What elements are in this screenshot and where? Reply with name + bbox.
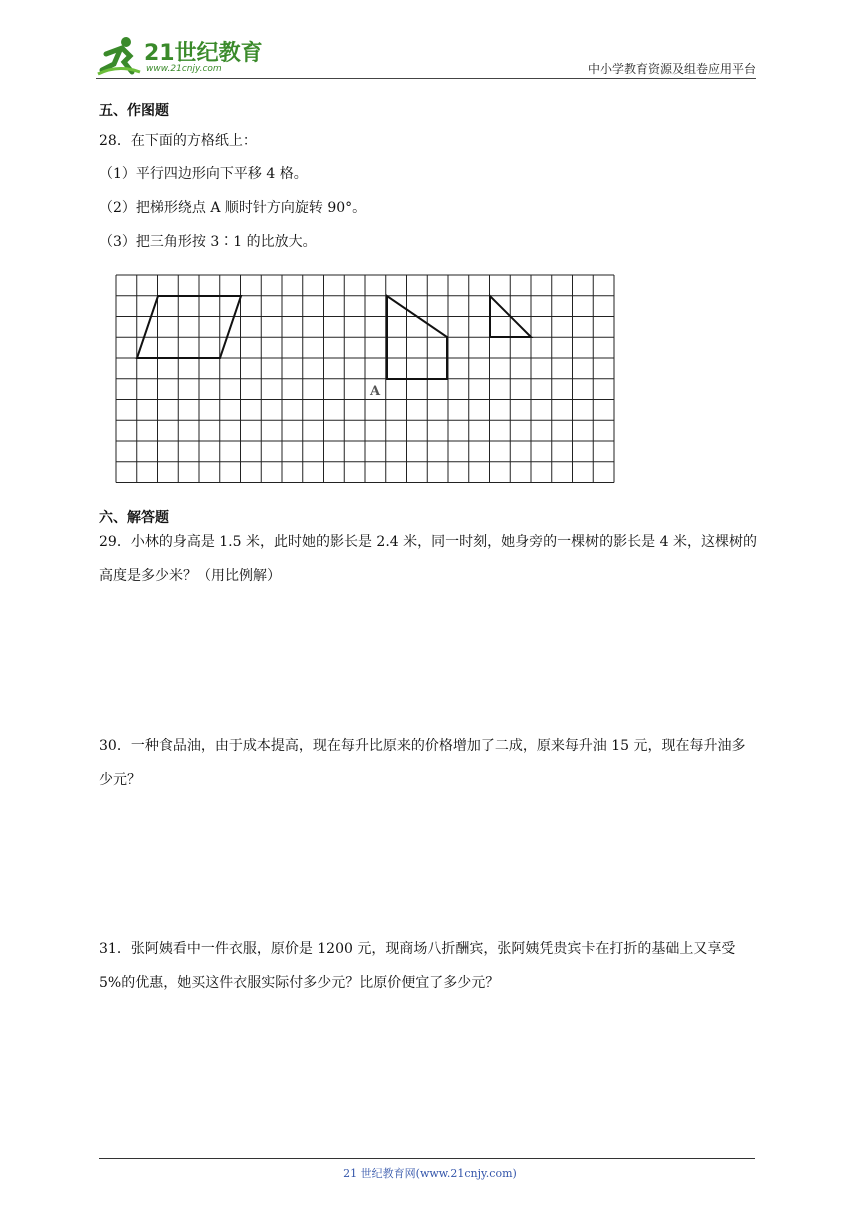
site-logo xyxy=(96,34,266,78)
question-29: 29．小林的身高是 1.5 米，此时她的影长是 2.4 米，同一时刻，她身旁的一棵树的影长是 4 米，这棵树的高度是多少米？（用比例解） xyxy=(99,534,757,584)
section-title-drawing: 五、作图题 xyxy=(99,103,169,119)
question-28: 28．在下面的方格纸上： xyxy=(99,133,257,149)
platform-name: 中小学教育资源及组卷应用平台 xyxy=(587,62,756,76)
question-28-part-3: （3）把三角形按 3∶1 的比放大。 xyxy=(99,234,317,250)
footer-divider xyxy=(99,1158,755,1159)
question-28-part-2: （2）把梯形绕点 A 顺时针方向旋转 90°。 xyxy=(99,200,367,216)
question-30: 30．一种食品油，由于成本提高，现在每升比原来的价格增加了二成，原来每升油 15 元，现在每升油多少元？ xyxy=(99,738,746,788)
section-title-answers: 六、解答题 xyxy=(99,510,169,526)
question-28-part-1: （1）平行四边形向下平移 4 格。 xyxy=(99,166,308,182)
footer-text: 21 世纪教育网(www.21cnjy.com) xyxy=(343,1167,517,1180)
question-31: 31．张阿姨看中一件衣服，原价是 1200 元，现商场八折酬宾，张阿姨凭贵宾卡在打折的基础上又享受 5%的优惠，她买这件衣服实际付多少元？比原价便宜了多少元？ xyxy=(99,941,736,991)
page-header xyxy=(96,28,756,78)
header-divider xyxy=(96,78,756,79)
grid-paper xyxy=(114,272,616,492)
runner-logo-icon xyxy=(96,34,142,78)
grid-figure xyxy=(114,272,616,488)
parallelogram-shape xyxy=(137,296,241,358)
logo-text: 21世纪教育 xyxy=(144,41,263,66)
point-a-label: A xyxy=(370,384,381,399)
grid-lines xyxy=(116,275,614,483)
logo-url: www.21cnjy.com xyxy=(146,64,222,74)
